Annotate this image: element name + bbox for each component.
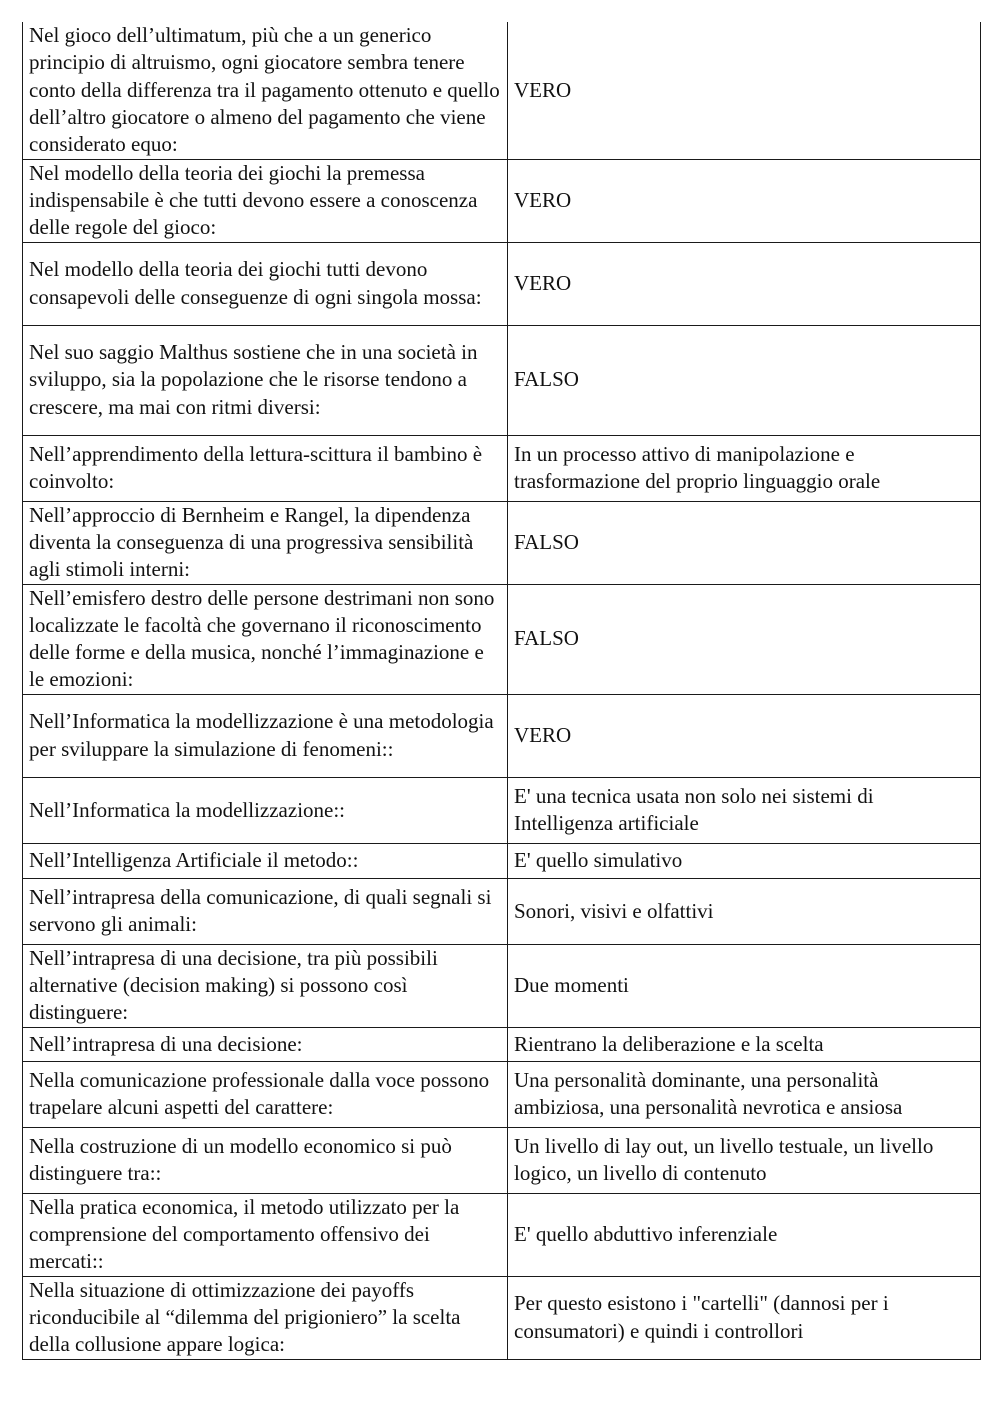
table-row [23,325,981,435]
table-row [23,878,981,944]
question-cell: Nel gioco dell’ultimatum, più che a un generico principio di altruismo, ogni giocatore sembra tenere conto della differenza tra il pagamento ottenuto e quello dell’altro giocatore o almeno del pagamento che viene considerato equo: [23,22,508,159]
question-cell: Nel modello della teoria dei giochi tutti devono consapevoli delle conseguenze di ogni singola mossa: [23,242,508,325]
answer-cell: In un processo attivo di manipolazione e trasformazione del proprio linguaggio orale [508,435,981,501]
table-row [23,1061,981,1127]
question-cell: Nel suo saggio Malthus sostiene che in una società in sviluppo, sia la popolazione che le risorse tendono a crescere, ma mai con ritmi diversi: [23,325,508,435]
table-row [23,694,981,777]
answer-cell: FALSO [508,584,981,694]
answer-cell: E' una tecnica usata non solo nei sistemi di Intelligenza artificiale [508,777,981,843]
question-cell: Nell’Informatica la modellizzazione:: [23,777,508,843]
question-cell: Nell’intrapresa di una decisione: [23,1027,508,1061]
answer-cell: VERO [508,22,981,159]
table-row [23,242,981,325]
question-cell: Nell’Informatica la modellizzazione è una metodologia per sviluppare la simulazione di fenomeni:: [23,694,508,777]
question-cell: Nella costruzione di un modello economico si può distinguere tra:: [23,1127,508,1193]
answer-cell: Un livello di lay out, un livello testuale, un livello logico, un livello di contenuto [508,1127,981,1193]
table-row [23,159,981,242]
question-cell: Nel modello della teoria dei giochi la premessa indispensabile è che tutti devono essere a conoscenza delle regole del gioco: [23,159,508,242]
answer-cell: VERO [508,694,981,777]
table-row [23,501,981,584]
answer-cell: VERO [508,242,981,325]
table-row [23,584,981,694]
table-row [23,843,981,878]
question-cell: Nella comunicazione professionale dalla voce possono trapelare alcuni aspetti del carattere: [23,1061,508,1127]
question-cell: Nella situazione di ottimizzazione dei payoffs riconducibile al “dilemma del prigioniero” la scelta della collusione appare logica: [23,1276,508,1359]
answer-cell: Per questo esistono i "cartelli" (dannosi per i consumatori) e quindi i controllori [508,1276,981,1359]
question-cell: Nell’intrapresa di una decisione, tra più possibili alternative (decision making) si possono così distinguere: [23,944,508,1027]
answer-cell: FALSO [508,501,981,584]
table-row [23,1127,981,1193]
question-cell: Nell’emisfero destro delle persone destrimani non sono localizzate le facoltà che governano il riconoscimento delle forme e della musica, nonché l’immaginazione e le emozioni: [23,584,508,694]
answer-cell: Una personalità dominante, una personalità ambiziosa, una personalità nevrotica e ansiosa [508,1061,981,1127]
table-row [23,1027,981,1061]
question-cell: Nell’approccio di Bernheim e Rangel, la dipendenza diventa la conseguenza di una progressiva sensibilità agli stimoli interni: [23,501,508,584]
question-cell: Nell’intrapresa della comunicazione, di quali segnali si servono gli animali: [23,878,508,944]
answer-cell: E' quello abduttivo inferenziale [508,1193,981,1276]
qa-table [22,22,981,1360]
answer-cell: Due momenti [508,944,981,1027]
answer-cell: VERO [508,159,981,242]
table-row [23,22,981,159]
table-row [23,435,981,501]
table-row [23,777,981,843]
answer-cell: Rientrano la deliberazione e la scelta [508,1027,981,1061]
answer-cell: FALSO [508,325,981,435]
table-row [23,944,981,1027]
answer-cell: E' quello simulativo [508,843,981,878]
question-cell: Nell’apprendimento della lettura-scittura il bambino è coinvolto: [23,435,508,501]
table-row [23,1276,981,1359]
question-cell: Nella pratica economica, il metodo utilizzato per la comprensione del comportamento offensivo dei mercati:: [23,1193,508,1276]
question-cell: Nell’Intelligenza Artificiale il metodo:: [23,843,508,878]
table-row [23,1193,981,1276]
answer-cell: Sonori, visivi e olfattivi [508,878,981,944]
